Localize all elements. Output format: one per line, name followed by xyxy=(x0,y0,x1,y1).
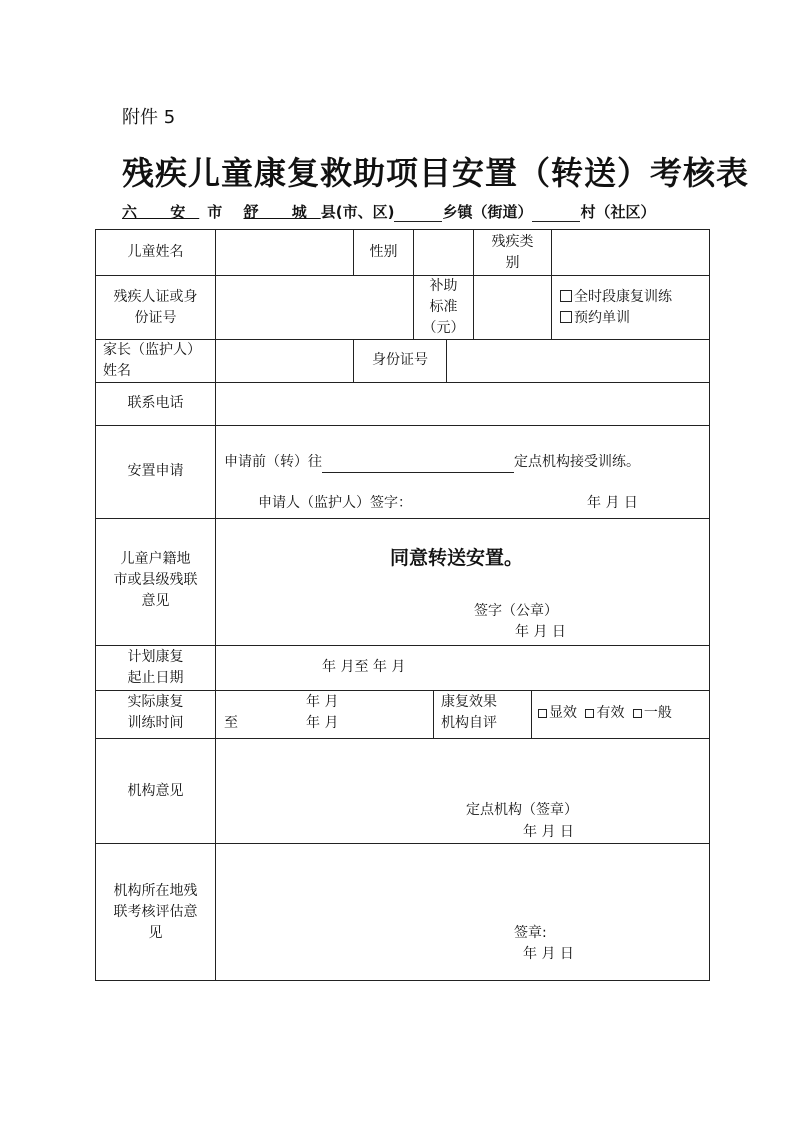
subsidy-label-2: 标准 xyxy=(429,299,458,315)
location-line: 六 安 市 舒 城县(市、区) 乡镇（街道） 村（社区） xyxy=(122,203,656,221)
disability-type-label-2: 别 xyxy=(505,255,520,271)
city-value[interactable]: 六 安 xyxy=(122,203,200,221)
subsidy-field[interactable] xyxy=(474,276,551,339)
household-sign-label: 签字（公章） xyxy=(474,603,558,619)
local-label-3: 见 xyxy=(148,925,163,941)
checkbox-icon[interactable] xyxy=(633,709,642,718)
local-date: 年 月 日 xyxy=(523,946,574,962)
town-blank[interactable] xyxy=(394,221,442,222)
apply-date: 年 月 日 xyxy=(587,495,638,511)
local-sign-label: 签章: xyxy=(514,925,547,941)
plan-dates[interactable]: 年 月至 年 月 xyxy=(322,659,406,675)
county-value[interactable]: 舒 城 xyxy=(243,203,321,221)
destination-blank[interactable] xyxy=(322,472,514,473)
disability-id-field[interactable] xyxy=(216,276,413,339)
inst-opinion-label: 机构意见 xyxy=(127,783,184,799)
subsidy-label-3: （元） xyxy=(422,320,465,336)
effect-significant[interactable]: 显效 xyxy=(538,705,577,721)
id-number-field[interactable] xyxy=(447,340,709,382)
plan-label-2: 起止日期 xyxy=(127,670,184,686)
disability-type-label-1: 残疾类 xyxy=(491,234,534,250)
checkbox-icon[interactable] xyxy=(560,311,572,323)
disability-id-label-1: 残疾人证或身 xyxy=(113,289,198,305)
inst-sign-label: 定点机构（签章） xyxy=(466,802,578,818)
actual-start[interactable]: 年 月 xyxy=(306,694,339,710)
actual-to: 至 xyxy=(224,715,238,731)
subsidy-label-1: 补助 xyxy=(429,278,458,294)
actual-label-1: 实际康复 xyxy=(127,694,184,710)
household-label-1: 儿童户籍地 xyxy=(120,551,191,567)
applicant-sign-label: 申请人（监护人）签字： xyxy=(258,495,412,511)
local-label-1: 机构所在地残 xyxy=(113,883,198,899)
gender-field[interactable] xyxy=(414,230,473,275)
checkbox-icon[interactable] xyxy=(560,290,572,302)
form-title: 残疾儿童康复救助项目安置（转送）考核表 xyxy=(122,154,750,192)
effect-normal[interactable]: 一般 xyxy=(633,705,672,721)
phone-label: 联系电话 xyxy=(127,395,184,411)
effect-label-2: 机构自评 xyxy=(441,715,497,731)
checkbox-icon[interactable] xyxy=(585,709,594,718)
guardian-name-field[interactable] xyxy=(216,340,353,382)
household-label-3: 意见 xyxy=(141,593,170,609)
phone-field[interactable] xyxy=(216,383,709,425)
apply-line: 申请前（转）往 定点机构接受训练。 xyxy=(224,452,640,473)
child-name-label: 儿童姓名 xyxy=(127,244,184,260)
attachment-label: 附件 5 xyxy=(122,107,176,128)
inst-date: 年 月 日 xyxy=(523,824,574,840)
id-number-label: 身份证号 xyxy=(372,352,428,368)
checkbox-icon[interactable] xyxy=(538,709,547,718)
gender-label: 性别 xyxy=(369,244,398,260)
actual-end[interactable]: 年 月 xyxy=(306,715,339,731)
household-label-2: 市或县级残联 xyxy=(113,572,198,588)
plan-label-1: 计划康复 xyxy=(127,649,184,665)
village-blank[interactable] xyxy=(532,221,580,222)
actual-label-2: 训练时间 xyxy=(127,715,184,731)
disability-type-field[interactable] xyxy=(552,230,709,275)
household-date: 年 月 日 xyxy=(515,624,566,640)
effect-label-1: 康复效果 xyxy=(441,694,497,710)
guardian-label-2: 姓名 xyxy=(103,363,131,379)
child-name-field[interactable] xyxy=(216,230,353,275)
option-appointment[interactable]: 预约单训 xyxy=(560,308,630,329)
agree-text: 同意转送安置。 xyxy=(390,547,524,569)
effect-effective[interactable]: 有效 xyxy=(585,705,624,721)
effect-options xyxy=(538,703,672,724)
placement-label: 安置申请 xyxy=(127,463,184,479)
option-full-time[interactable]: 全时段康复训练 xyxy=(560,287,672,308)
guardian-label-1: 家长（监护人） xyxy=(103,342,201,358)
local-label-2: 联考核评估意 xyxy=(113,904,198,920)
disability-id-label-2: 份证号 xyxy=(134,310,177,326)
